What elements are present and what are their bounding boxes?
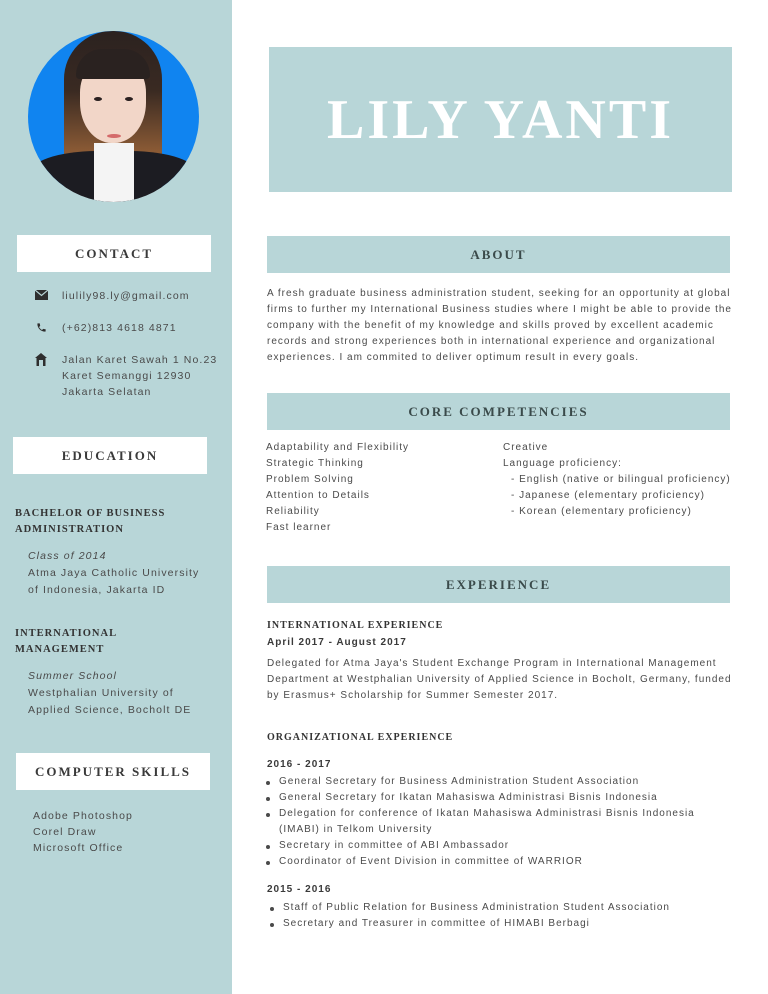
education-detail: Class of 2014 Atma Jaya Catholic University of Indonesia, Jakarta ID <box>28 550 200 596</box>
skill-item: Adobe Photoshop <box>33 810 133 822</box>
contact-phone[interactable]: (+62)813 4618 4871 <box>34 320 177 336</box>
about-text: A fresh graduate business administration student, seeking for an opportunity at global firms to further my International Business studies where I might be able to provide the company with the benefit of my knowledge and skills proved by excellent academic records and strong experiences both in international experience and organizational experiences. I am commited to deliver optimum result in every goals. <box>267 288 732 363</box>
contact-header: CONTACT <box>17 235 211 272</box>
competency-item: Creative <box>503 442 549 453</box>
list-item: Secretary in committee of ABI Ambassador <box>265 838 735 854</box>
competency-item: Attention to Details <box>266 490 370 501</box>
list-item: Delegation for conference of Ikatan Mahasiswa Administrasi Bisnis Indonesia (IMABI) in Telkom University <box>265 806 705 838</box>
contact-address: Jalan Karet Sawah 1 No.23 Karet Semanggi 12930 Jakarta Selatan <box>34 352 217 400</box>
name-banner <box>269 47 732 192</box>
phone-icon <box>34 320 48 334</box>
computer-skills-header: COMPUTER SKILLS <box>16 753 210 790</box>
envelope-icon <box>34 288 48 302</box>
competencies-right <box>503 440 731 520</box>
list-item: Secretary and Treasurer in committee of HIMABI Berbagi <box>269 916 739 932</box>
competency-item: Reliability <box>266 506 320 517</box>
international-experience-description: Delegated for Atma Jaya's Student Exchange Program in International Management Department at Westphalian University of Applied Science in Bocholt, Germany, funded by Erasmus+ Scholarship for Summer Semester 2017. <box>267 658 732 701</box>
org-period-list <box>265 774 735 870</box>
core-competencies-header: CORE COMPETENCIES <box>267 393 730 430</box>
sidebar <box>0 0 232 994</box>
language-item: - Korean (elementary proficiency) <box>511 506 692 517</box>
org-period-date: 2016 - 2017 <box>267 759 332 770</box>
education-degree: INTERNATIONAL MANAGEMENT <box>15 628 118 655</box>
international-experience-date: April 2017 - August 2017 <box>267 637 407 648</box>
education-header: EDUCATION <box>13 437 207 474</box>
skill-item: Microsoft Office <box>33 842 124 854</box>
language-item: - Japanese (elementary proficiency) <box>511 490 705 501</box>
computer-skills-list <box>33 808 133 856</box>
competency-item: Strategic Thinking <box>266 458 364 469</box>
education-degree: BACHELOR OF BUSINESS ADMINISTRATION <box>15 508 166 535</box>
home-icon <box>34 352 48 366</box>
profile-photo <box>28 31 199 202</box>
about-header: ABOUT <box>267 236 730 273</box>
competency-item: Language proficiency: <box>503 458 622 469</box>
list-item: Coordinator of Event Division in committee of WARRIOR <box>265 854 735 870</box>
competencies-left <box>266 440 409 536</box>
org-period-list <box>269 900 739 932</box>
list-item: Staff of Public Relation for Business Administration Student Association <box>269 900 739 916</box>
list-item: General Secretary for Ikatan Mahasiswa Administrasi Bisnis Indonesia <box>265 790 735 806</box>
org-period-date: 2015 - 2016 <box>267 884 332 895</box>
international-experience-title: INTERNATIONAL EXPERIENCE <box>267 620 444 631</box>
competency-item: Fast learner <box>266 522 332 533</box>
language-item: - English (native or bilingual proficiency) <box>511 474 731 485</box>
skill-item: Corel Draw <box>33 826 97 838</box>
list-item: General Secretary for Business Administration Student Association <box>265 774 735 790</box>
contact-email[interactable]: liulily98.ly@gmail.com <box>34 288 190 304</box>
competency-item: Problem Solving <box>266 474 354 485</box>
education-detail: Summer School Westphalian University of Applied Science, Bocholt DE <box>28 670 192 716</box>
organizational-experience-title: ORGANIZATIONAL EXPERIENCE <box>267 732 454 743</box>
experience-header: EXPERIENCE <box>267 566 730 603</box>
competency-item: Adaptability and Flexibility <box>266 442 410 453</box>
page-title: LILY YANTI <box>327 88 674 151</box>
